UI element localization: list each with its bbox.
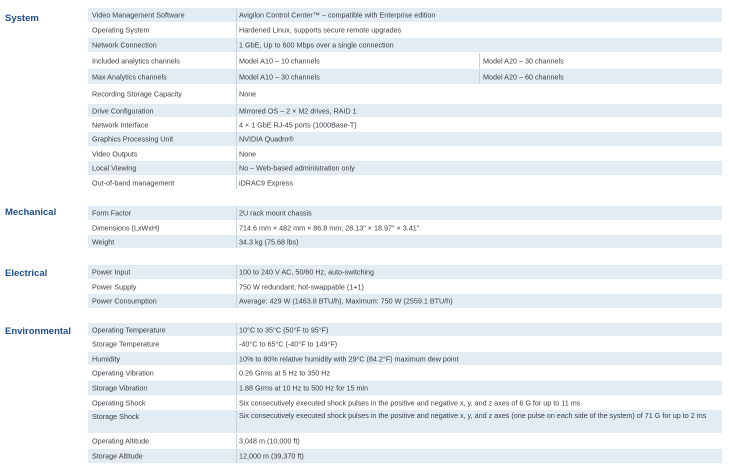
table-row bbox=[88, 235, 722, 249]
section-title: System bbox=[5, 13, 39, 24]
row-label: Storage Vibration bbox=[92, 383, 148, 393]
spec-table bbox=[88, 323, 722, 464]
row-label: Storage Altitude bbox=[92, 451, 143, 461]
row-value: 2U rack mount chassis bbox=[239, 208, 312, 218]
row-value: 714.6 mm × 482 mm × 86.8 mm; 28.13" × 18.97" × 3.41" bbox=[239, 223, 420, 232]
table-row bbox=[88, 381, 722, 396]
table-row bbox=[88, 118, 722, 132]
row-value: Model A10 – 10 channels bbox=[239, 56, 320, 65]
table-row bbox=[88, 396, 722, 410]
row-value: 750 W redundant, hot-swappable (1+1) bbox=[239, 282, 364, 291]
table-row bbox=[88, 280, 722, 294]
row-value: 0.26 Grms at 5 Hz to 350 Hz bbox=[239, 368, 331, 378]
row-value-secondary: Model A20 – 60 channels bbox=[483, 72, 564, 81]
table-row bbox=[88, 104, 722, 118]
row-label: Operating Altitude bbox=[92, 436, 150, 446]
row-value: 4 × 1 GbE RJ-45 ports (1000Base-T) bbox=[239, 120, 357, 129]
row-label: Network Connection bbox=[92, 40, 157, 50]
spec-table bbox=[88, 206, 722, 249]
table-row bbox=[88, 294, 722, 309]
row-value: 100 to 240 V AC, 50/60 Hz, auto-switching bbox=[239, 267, 375, 277]
row-label: Operating Temperature bbox=[92, 325, 166, 334]
table-row bbox=[88, 352, 722, 366]
row-label: Dimensions (LxWxH) bbox=[92, 223, 160, 232]
row-label: Video Management Software bbox=[92, 10, 185, 20]
row-value: 10°C to 35°C (50°F to 95°F) bbox=[239, 325, 329, 334]
section-title: Environmental bbox=[5, 326, 71, 337]
row-value: 3,048 m (10,000 ft) bbox=[239, 436, 300, 446]
table-row bbox=[88, 176, 722, 190]
section-title: Electrical bbox=[5, 268, 48, 279]
row-value: Model A10 – 30 channels bbox=[239, 72, 320, 81]
row-value: Hardened Linux, supports secure remote upgrades bbox=[239, 25, 402, 35]
row-label: Weight bbox=[92, 237, 115, 246]
table-row bbox=[88, 434, 722, 449]
row-label: Form Factor bbox=[92, 208, 132, 218]
row-label: Storage Shock bbox=[92, 412, 140, 421]
spec-table bbox=[88, 265, 722, 309]
row-label: Drive Configuration bbox=[92, 106, 154, 115]
row-value: 12,000 m (39,370 ft) bbox=[239, 451, 304, 461]
row-label: Out-of-band management bbox=[92, 178, 175, 187]
row-value: 1.88 Grms at 10 Hz to 500 Hz for 15 min bbox=[239, 383, 369, 393]
table-row bbox=[88, 69, 722, 85]
row-value: Six consecutively executed shock pulses in the positive and negative x, y, and z axes of 6 G for up to 11 ms bbox=[239, 398, 581, 407]
table-row bbox=[88, 449, 722, 464]
row-label: Humidity bbox=[92, 354, 120, 363]
table-row bbox=[88, 132, 722, 147]
row-value: Mirrored OS – 2 × M2 drives, RAID 1 bbox=[239, 106, 357, 115]
table-row bbox=[88, 8, 722, 23]
row-label: Power Supply bbox=[92, 282, 137, 291]
table-row bbox=[88, 337, 722, 352]
row-value: No – Web-based administration only bbox=[239, 163, 355, 173]
table-row bbox=[88, 410, 722, 434]
table-row bbox=[88, 206, 722, 221]
table-row bbox=[88, 323, 722, 337]
row-value: 1 GbE, Up to 600 Mbps over a single connection bbox=[239, 40, 394, 50]
row-value-secondary: Model A20 – 30 channels bbox=[483, 56, 564, 65]
table-row bbox=[88, 38, 722, 53]
row-value: None bbox=[239, 89, 257, 99]
row-label: Operating Vibration bbox=[92, 368, 154, 378]
row-value: NVIDIA Quadro® bbox=[239, 134, 294, 144]
row-label: Graphics Processing Unit bbox=[92, 134, 174, 144]
table-row bbox=[88, 161, 722, 176]
row-label: Power Consumption bbox=[92, 296, 157, 306]
table-row bbox=[88, 366, 722, 381]
row-label: Recording Storage Capacity bbox=[92, 89, 182, 99]
row-label: Video Outputs bbox=[92, 149, 138, 158]
table-row bbox=[88, 85, 722, 104]
table-row bbox=[88, 147, 722, 161]
row-value: iDRAC9 Express bbox=[239, 178, 293, 187]
table-row bbox=[88, 221, 722, 235]
row-value: 34.3 kg (75.68 lbs) bbox=[239, 237, 299, 246]
row-value: Avigilon Control Center™ – compatible with Enterprise edition bbox=[239, 10, 436, 20]
row-label: Included analytics channels bbox=[92, 56, 180, 65]
row-value: None bbox=[239, 149, 257, 158]
row-value: 10% to 80% relative humidity with 29°C (84.2°F) maximum dew point bbox=[239, 354, 459, 363]
spec-table bbox=[88, 8, 722, 190]
row-label: Power Input bbox=[92, 267, 131, 277]
row-value: -40°C to 65°C (-40°F to 149°F) bbox=[239, 339, 338, 349]
row-label: Operating Shock bbox=[92, 398, 146, 407]
row-label: Operating System bbox=[92, 25, 150, 35]
row-label: Network Interface bbox=[92, 120, 149, 129]
row-label: Local Viewing bbox=[92, 163, 137, 173]
section-title: Mechanical bbox=[5, 207, 57, 218]
table-row bbox=[88, 265, 722, 280]
table-row bbox=[88, 53, 722, 69]
row-value: Average: 429 W (1463.8 BTU/h), Maximum: 750 W (2559.1 BTU/h) bbox=[239, 296, 453, 306]
row-value: Six consecutively executed shock pulses in the positive and negative x, y, and z axes (one pulse on each side of the system) of 71 G for up to 2 ms bbox=[239, 411, 707, 420]
table-row bbox=[88, 23, 722, 38]
row-label: Max Analytics channels bbox=[92, 72, 167, 81]
row-label: Storage Temperature bbox=[92, 339, 160, 349]
